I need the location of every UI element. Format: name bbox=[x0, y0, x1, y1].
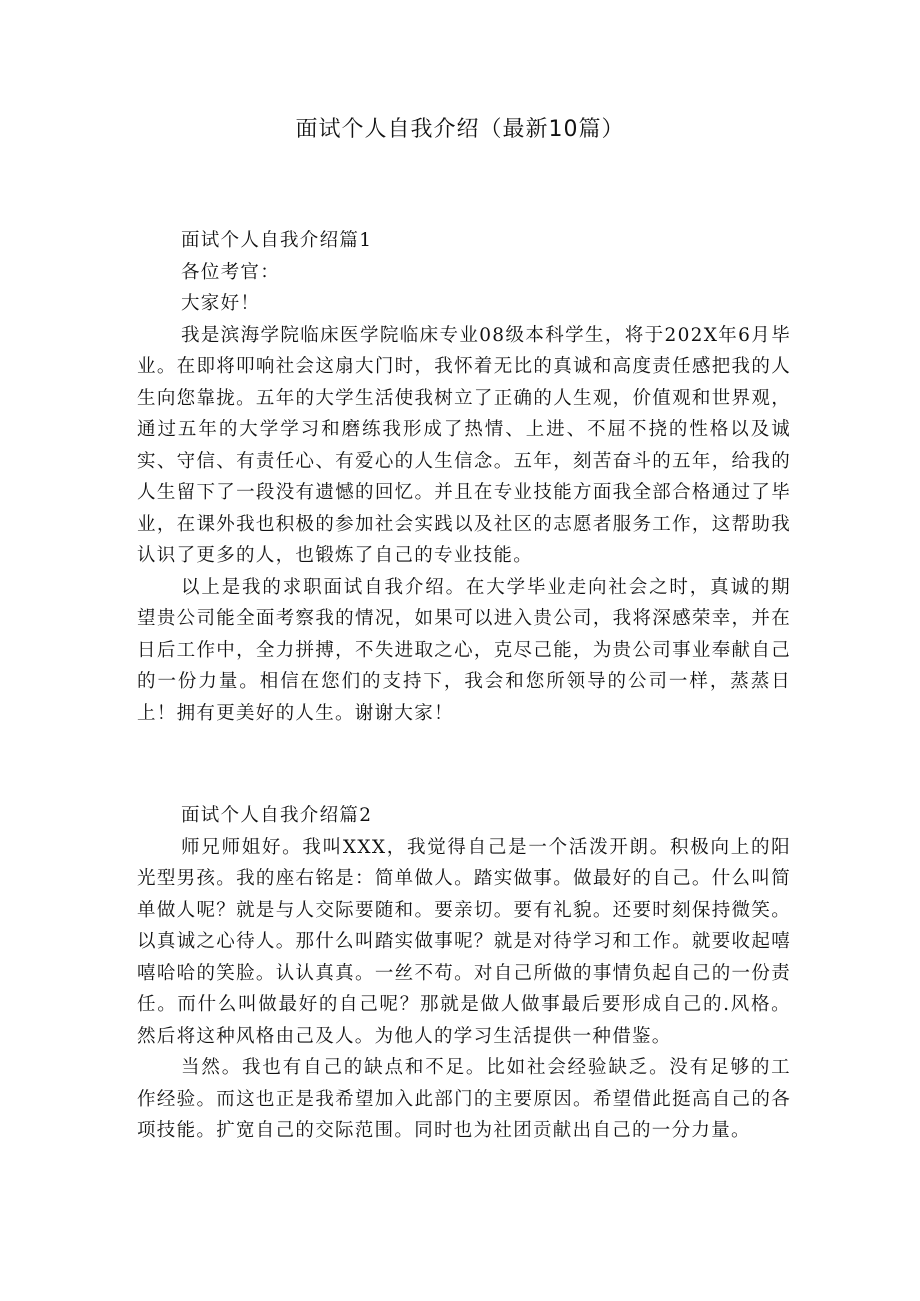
section-1-salutation: 各位考官： bbox=[181, 261, 281, 283]
section-2-paragraph-2: 当然。我也有自己的缺点和不足。比如社会经验缺乏。没有足够的工作经验。而这也正是我希望加入此部门的主要原因。希望借此挺高自己的各项技能。扩宽自己的交际范围。同时也为社团贡献出自己的一分力量。 bbox=[137, 1057, 791, 1141]
section-1 bbox=[137, 225, 791, 729]
section-1-heading: 面试个人自我介绍篇1 bbox=[181, 230, 373, 251]
section-2-paragraph-1: 师兄师姐好。我叫XXX，我觉得自己是一个活泼开朗。积极向上的阳光型男孩。我的座右铭是：简单做人。踏实做事。做最好的自己。什么叫简单做人呢？就是与人交际要随和。要亲切。要有礼貌。还要时刻保持微笑。以真诚之心待人。那什么叫踏实做事呢？就是对待学习和工作。就要收起嘻嘻哈哈的笑脸。认认真真。一丝不苟。对自己所做的事情负起自己的一份责任。而什么叫做最好的自己呢？那就是做人做事最后要形成自己的.风格。然后将这种风格由己及人。为他人的学习生活提供一种借鉴。 bbox=[137, 836, 791, 1047]
section-2 bbox=[137, 800, 791, 1147]
section-1-greeting: 大家好！ bbox=[181, 293, 261, 314]
section-1-paragraph-1: 我是滨海学院临床医学院临床专业08级本科学生，将于202X年6月毕业。在即将叩响社会这扇大门时，我怀着无比的真诚和高度责任感把我的人生向您靠拢。五年的大学生活使我树立了正确的人生观，价值观和世界观，通过五年的大学学习和磨练我形成了热情、上进、不屈不挠的性格以及诚实、守信、有责任心、有爱心的人生信念。五年，刻苦奋斗的五年，给我的人生留下了一段没有遗憾的回忆。并且在专业技能方面我全部合格通过了毕业，在课外我也积极的参加社会实践以及社区的志愿者服务工作，这帮助我认识了更多的人，也锻炼了自己的专业技能。 bbox=[137, 324, 791, 566]
section-2-heading: 面试个人自我介绍篇2 bbox=[181, 805, 373, 826]
document-title: 面试个人自我介绍（最新10篇） bbox=[295, 117, 625, 142]
section-1-paragraph-2: 以上是我的求职面试自我介绍。在大学毕业走向社会之时，真诚的期望贵公司能全面考察我的情况，如果可以进入贵公司，我将深感荣幸，并在日后工作中，全力拼搏，不失进取之心，克尽己能，为贵公司事业奉献自己的一份力量。相信在您们的支持下，我会和您所领导的公司一样，蒸蒸日上！拥有更美好的人生。谢谢大家！ bbox=[137, 576, 791, 724]
